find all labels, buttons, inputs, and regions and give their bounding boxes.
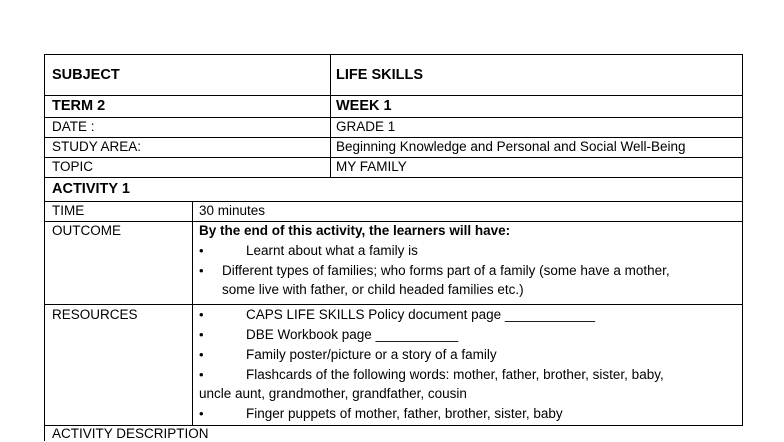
row-divider bbox=[44, 137, 743, 138]
row-divider bbox=[44, 177, 743, 178]
resource-item: Flashcards of the following words: mother, father, brother, sister, baby, bbox=[246, 367, 664, 382]
bullet-icon: • bbox=[199, 263, 204, 278]
bullet-icon: • bbox=[199, 307, 204, 322]
subject-label: SUBJECT bbox=[52, 67, 120, 83]
bullet-icon: • bbox=[199, 406, 204, 421]
column-divider bbox=[192, 201, 193, 425]
time-label: TIME bbox=[52, 203, 85, 218]
row-divider bbox=[44, 304, 743, 305]
outcome-label: OUTCOME bbox=[52, 223, 121, 238]
subject-value: LIFE SKILLS bbox=[336, 67, 423, 83]
resources-label: RESOURCES bbox=[52, 307, 138, 322]
row-divider bbox=[44, 201, 743, 202]
bullet-icon: • bbox=[199, 243, 204, 258]
row-divider bbox=[44, 157, 743, 158]
topic-label: TOPIC bbox=[52, 159, 94, 174]
bullet-icon: • bbox=[199, 367, 204, 382]
column-divider bbox=[330, 54, 331, 177]
resource-item: DBE Workbook page ___________ bbox=[246, 327, 459, 342]
outcome-item: Learnt about what a family is bbox=[246, 243, 418, 258]
study-area-label: STUDY AREA: bbox=[52, 139, 142, 154]
outcome-item: Different types of families; who forms part of a family (some have a mother, bbox=[222, 263, 670, 278]
time-value: 30 minutes bbox=[199, 203, 266, 218]
study-area-value: Beginning Knowledge and Personal and Social Well-Being bbox=[336, 139, 686, 154]
resource-item: Family poster/picture or a story of a family bbox=[246, 347, 497, 362]
activity-heading: ACTIVITY 1 bbox=[52, 181, 130, 197]
activity-description-label: ACTIVITY DESCRIPTION bbox=[52, 426, 209, 441]
table-border-top bbox=[44, 54, 743, 55]
resource-item-continued: uncle aunt, grandmother, grandfather, cousin bbox=[199, 386, 467, 401]
row-divider bbox=[44, 221, 743, 222]
row-divider bbox=[44, 95, 743, 96]
week-label: WEEK 1 bbox=[336, 98, 392, 114]
row-divider bbox=[44, 117, 743, 118]
table-border-right bbox=[742, 54, 743, 426]
table-border-left bbox=[44, 54, 45, 441]
term-label: TERM 2 bbox=[52, 98, 106, 114]
bullet-icon: • bbox=[199, 327, 204, 342]
resource-item: Finger puppets of mother, father, brother, sister, baby bbox=[246, 406, 563, 421]
outcome-item-continued: some live with father, or child headed families etc.) bbox=[222, 282, 524, 297]
grade-value: GRADE 1 bbox=[336, 119, 396, 134]
outcome-intro: By the end of this activity, the learners will have: bbox=[199, 223, 511, 238]
topic-value: MY FAMILY bbox=[336, 159, 407, 174]
resource-item: CAPS LIFE SKILLS Policy document page ____________ bbox=[246, 307, 595, 322]
date-label: DATE : bbox=[52, 119, 95, 134]
bullet-icon: • bbox=[199, 347, 204, 362]
